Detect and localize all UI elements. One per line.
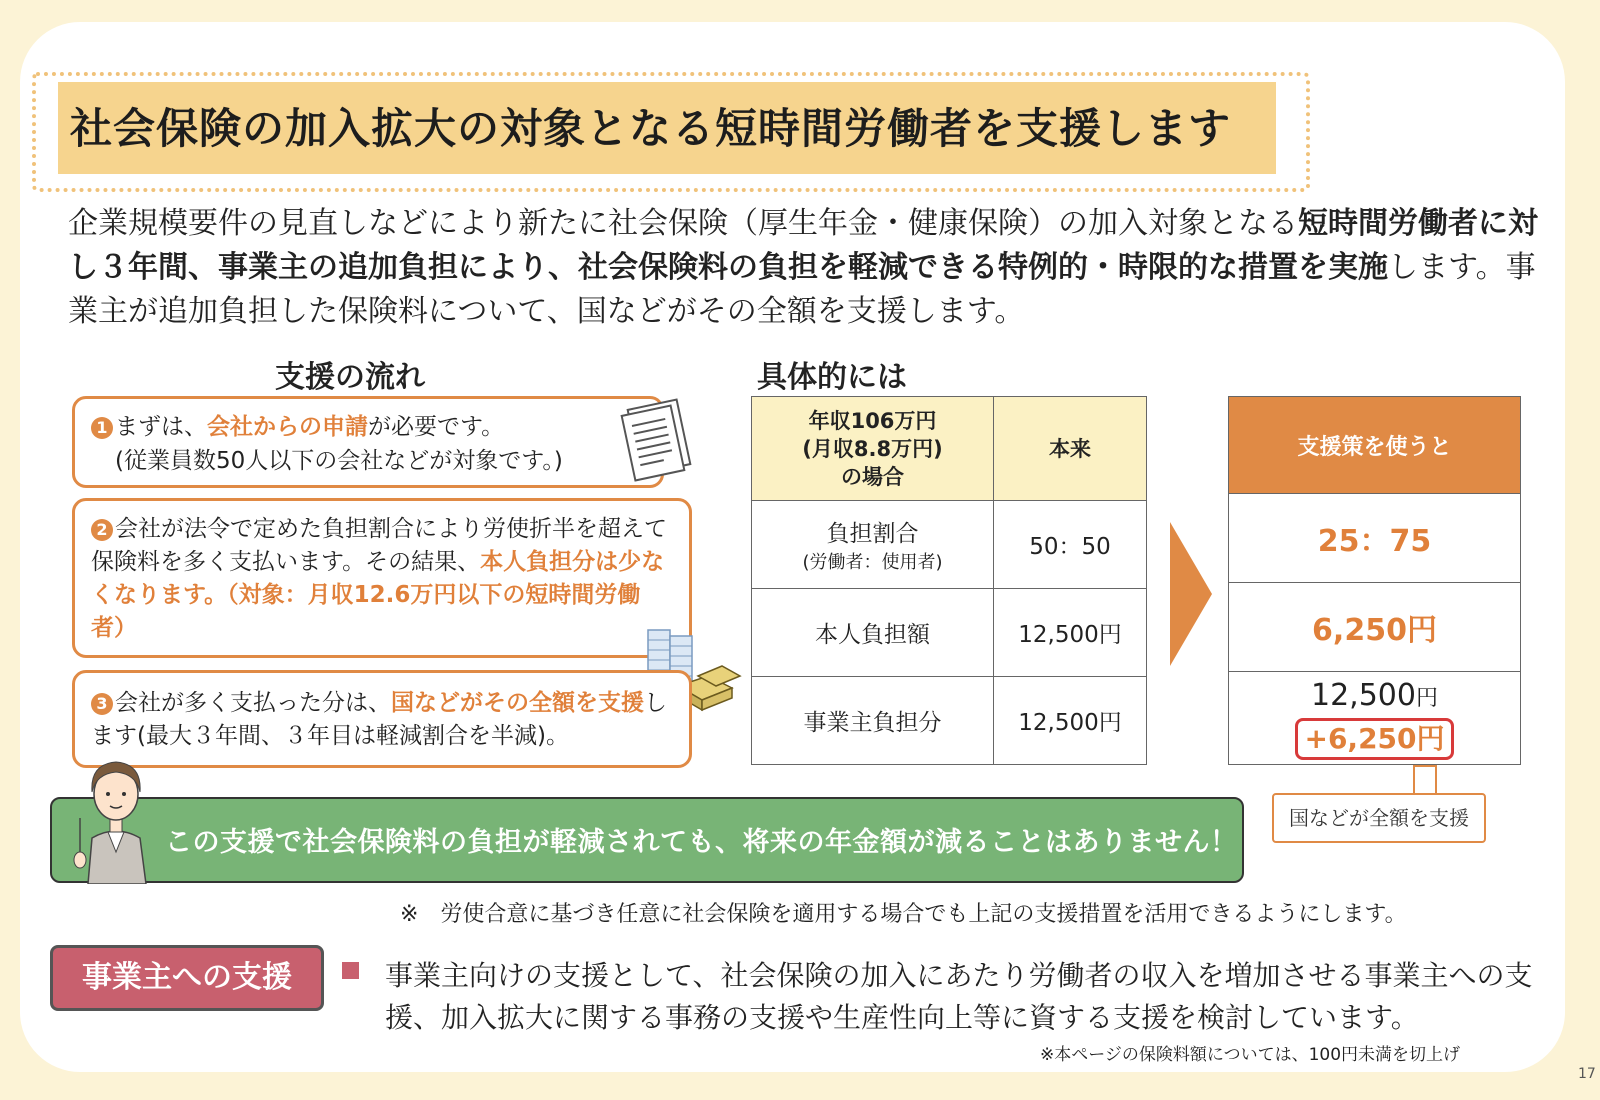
- step-3-pre: 会社が多く支払った分は、: [115, 690, 391, 716]
- flow-step-2: [72, 498, 692, 658]
- page-number: 17: [1578, 1066, 1596, 1082]
- step-3-post: します(最大３年間、３年目は軽減割合を半減)。: [91, 690, 667, 749]
- document-icon: [620, 398, 700, 484]
- table-header-normal: 本来: [994, 397, 1147, 501]
- intro-bold: 短時間労働者に対し３年間、事業主の追加負担により、社会保険料の負担を軽減できる特例的・時限的な措置を実施: [68, 206, 1538, 285]
- support-callout: 国などが全額を支援: [1272, 793, 1486, 843]
- step-1-number: 1: [91, 417, 113, 439]
- after-ratio: 25：75: [1229, 494, 1521, 583]
- after-support-table: [1228, 396, 1521, 765]
- employer-support-text: 事業主向けの支援として、社会保険の加入にあたり労働者の収入を増加させる事業主への支援、加入拡大に関する事務の支援や生産性向上等に資する支援を検討しています。: [385, 959, 1533, 1034]
- intro-part1: 企業規模要件の見直しなどにより新たに社会保険（厚生年金・健康保険）の加入対象となる: [68, 206, 1298, 241]
- step-2-number: 2: [91, 519, 113, 541]
- pension-banner-text: この支援で社会保険料の負担が軽減されても、将来の年金額が減ることはありません！: [165, 827, 1238, 858]
- step-1-post: が必要です。: [368, 414, 505, 440]
- intro-part2: します。事業主が追加負担した保険料について、国などがその全額を支援します。: [68, 250, 1536, 329]
- step-3-number: 3: [91, 693, 113, 715]
- footnote: ※本ページの保険料額については、100円未満を切上げ: [1040, 1045, 1461, 1065]
- flow-heading: 支援の流れ: [275, 360, 425, 395]
- employer-support-label: 事業主への支援: [50, 945, 324, 1011]
- flow-step-1: [72, 396, 664, 488]
- step-2-pre: 会社が法令で定めた負担割合により労使折半を超えて保険料を多く支払います。その結果、: [91, 516, 667, 575]
- step-1-pre: まずは、: [115, 414, 207, 440]
- specific-heading: 具体的には: [757, 360, 907, 395]
- step-3-highlight: 国などがその全額を支援: [391, 690, 644, 716]
- after-personal: 6,250円: [1229, 583, 1521, 672]
- table-row: 負担割合 (労働者：使用者) 50：50: [752, 501, 1147, 589]
- table-row: 本人負担額 12,500円: [752, 589, 1147, 677]
- bullet-square-icon: [342, 962, 359, 979]
- table-header-case: 年収106万円 (月収8.8万円) の場合: [752, 397, 994, 501]
- note-text: ※ 労使合意に基づき任意に社会保険を適用する場合でも上記の支援措置を活用できるようにします。: [400, 902, 1407, 927]
- person-icon: [66, 748, 166, 884]
- after-header: 支援策を使うと: [1229, 397, 1521, 494]
- page-title: 社会保険の加入拡大の対象となる短時間労働者を支援します: [70, 104, 1232, 153]
- step-1-line2: (従業員数50人以下の会社などが対象です。): [115, 448, 563, 474]
- step-2-highlight: 本人負担分は少なくなります。（対象：月収12.6万円以下の短時間労働者）: [91, 549, 665, 641]
- right-arrow-icon: [1170, 522, 1212, 666]
- intro-paragraph: [68, 202, 1538, 334]
- callout-pointer: [1410, 762, 1440, 796]
- specific-table: [751, 396, 1147, 765]
- step-1-highlight: 会社からの申請: [207, 414, 368, 440]
- after-employer: 12,500円 +6,250円: [1229, 672, 1521, 765]
- table-row: 事業主負担分 12,500円: [752, 677, 1147, 765]
- after-employer-plus: +6,250円: [1295, 718, 1453, 760]
